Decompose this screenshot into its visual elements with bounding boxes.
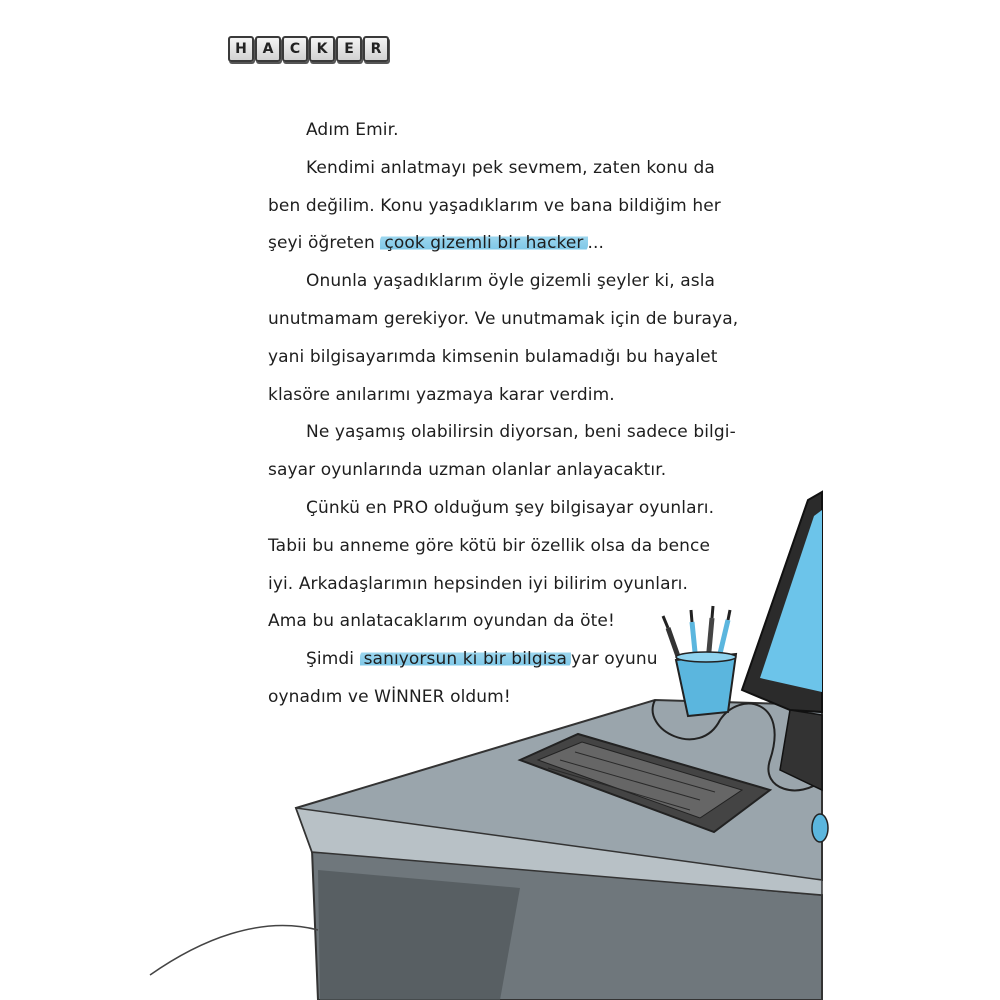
story-line: klasöre anılarımı yazmaya karar verdim. — [268, 384, 615, 405]
story-line: sayar oyunlarında uzman olanlar anlayacaktır. — [268, 460, 667, 481]
logo-key: R — [363, 36, 389, 62]
story-line: Tabii bu anneme göre kötü bir özellik olsa da bence — [268, 535, 711, 556]
story-line — [268, 641, 738, 679]
text-span: şeyi öğreten — [268, 233, 381, 254]
logo-key: K — [309, 36, 335, 62]
story-line: ben değilim. Konu yaşadıklarım ve bana bildiğim her — [268, 195, 721, 216]
monitor-screen — [760, 510, 822, 692]
story-line: oynadım ve WİNNER oldum! — [268, 686, 511, 707]
logo-key: A — [255, 36, 281, 62]
text-span: Şimdi — [306, 649, 360, 670]
cable — [150, 926, 318, 975]
text-span: ... — [587, 233, 605, 254]
desk-front-shade — [318, 870, 520, 1000]
story-line: Çünkü en PRO olduğum şey bilgisayar oyunları. — [306, 497, 715, 518]
highlighted-phrase: sanıyorsun ki bir bilgisa — [360, 649, 571, 669]
text-span: yar oyunu — [571, 649, 658, 670]
story-line: iyi. Arkadaşlarımın hepsinden iyi bilirim oyunları. — [268, 573, 688, 594]
story-line: Onunla yaşadıklarım öyle gizemli şeyler ki, asla — [306, 271, 716, 292]
logo-key: C — [282, 36, 308, 62]
story-text — [268, 112, 738, 717]
story-line: Ama bu anlatacaklarım oyundan da öte! — [268, 611, 615, 632]
mouse — [812, 814, 828, 842]
logo-key: E — [336, 36, 362, 62]
logo-key: H — [228, 36, 254, 62]
story-line: yani bilgisayarımda kimsenin bulamadığı bu hayalet — [268, 346, 718, 367]
story-line: unutmamam gerekiyor. Ve unutmamak için de buraya, — [268, 308, 739, 329]
story-line: Kendimi anlatmayı pek sevmem, zaten konu da — [306, 157, 715, 178]
highlighted-phrase: çook gizemli bir hacker — [380, 233, 587, 253]
story-line: Adım Emir. — [306, 120, 399, 140]
story-line — [268, 225, 738, 263]
story-line: Ne yaşamış olabilirsin diyorsan, beni sadece bilgi- — [306, 422, 736, 443]
